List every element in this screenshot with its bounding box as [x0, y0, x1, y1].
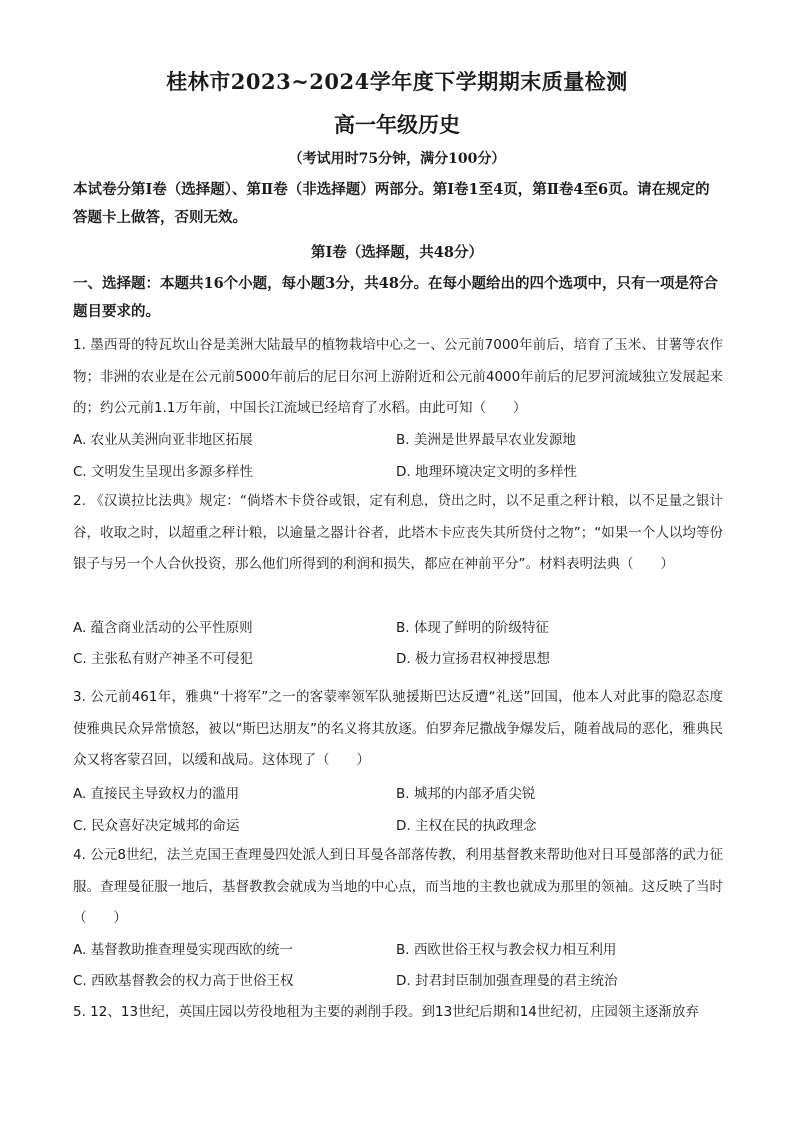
question-2-option-b[interactable]: B. 体现了鲜明的阶级特征: [396, 620, 549, 636]
question-stem-3: 3. 公元前461年，雅典“十将军”之一的客蒙率领军队驰援斯巴达反遭“礼送”回国，他本人对此事的隐忍态度使雅典民众异常愤怒，被以“斯巴达朋友”的名义将其放逐。伯罗奔尼撒战争爆发后，随着战局的恶化，雅典民众又将客蒙召回，以缓和战局。这体现了（ ）: [73, 689, 723, 768]
question-1-option-d[interactable]: D. 地理环境决定文明的多样性: [396, 464, 577, 480]
question-3-option-c[interactable]: C. 民众喜好决定城邦的命运: [73, 818, 240, 834]
question-4-option-d[interactable]: D. 封君封臣制加强查理曼的君主统治: [396, 973, 618, 989]
question-1-option-a[interactable]: A. 农业从美洲向亚非地区拓展: [73, 432, 253, 448]
question-1-option-c[interactable]: C. 文明发生呈现出多源多样性: [73, 464, 254, 480]
section-title: 第Ⅰ卷（选择题，共48分）: [311, 244, 483, 261]
question-stem-1: 1. 墨西哥的特瓦坎山谷是美洲大陆最早的植物栽培中心之一、公元前7000年前后，培育了玉米、甘薯等农作物；非洲的农业是在公元前5000年前后的尼日尔河上游附近和公元前4000年前后的尼罗河流域独立发展起来的；约公元前1.1万年前，中国长江流域已经培育了水稻。由此可知（ ）: [73, 337, 723, 416]
question-2-option-d[interactable]: D. 极力宣扬君权神授思想: [396, 651, 550, 667]
question-3-option-a[interactable]: A. 直接民主导致权力的滥用: [73, 786, 240, 802]
section-instruction: 一、选择题：本题共16个小题，每小题3分，共48分。在每小题给出的四个选项中，只有一项是符合题目要求的。: [73, 275, 718, 320]
question-3-option-d[interactable]: D. 主权在民的执政理念: [396, 818, 537, 834]
question-stem-2: 2. 《汉谟拉比法典》规定：“倘塔木卡贷谷或银，定有利息，贷出之时，以不足重之秤计粮，以不足量之银计谷，收取之时，以超重之秤计粮，以逾量之器计谷者，此塔木卡应丧失其所贷付之物”；“如果一个人以均等份银子与另一个人合伙投资，那么他们所得到的利润和损失，都应在神前平分”。材料表明法典（ ）: [73, 493, 723, 572]
question-4-option-a[interactable]: A. 基督教助推查理曼实现西欧的统一: [73, 942, 294, 958]
question-3-option-b[interactable]: B. 城邦的内部矛盾尖锐: [396, 786, 536, 802]
question-1-option-b[interactable]: B. 美洲是世界最早农业发源地: [396, 432, 576, 448]
exam-subtitle: 高一年级历史: [334, 112, 460, 137]
question-4-option-c[interactable]: C. 西欧基督教会的权力高于世俗王权: [73, 973, 294, 989]
question-stem-4: 4. 公元8世纪，法兰克国王查理曼四处派人到日耳曼各部落传教，利用基督教来帮助他对日耳曼部落的武力征服。查理曼征服一地后，基督教教会就成为当地的中心点，而当地的主教也就成为那里的领袖。这反映了当时（ ）: [73, 847, 723, 926]
question-2-option-a[interactable]: A. 蕴含商业活动的公平性原则: [73, 620, 253, 636]
question-2-option-c[interactable]: C. 主张私有财产神圣不可侵犯: [73, 651, 254, 667]
question-stem-5: 5. 12、13世纪，英国庄园以劳役地租为主要的剥削手段。到13世纪后期和14世纪初，庄园领主逐渐放弃: [73, 1004, 699, 1020]
exam-info: （考试用时75分钟，满分100分）: [288, 151, 506, 167]
intro-paragraph: 本试卷分第Ⅰ卷（选择题）、第Ⅱ卷（非选择题）两部分。第Ⅰ卷1至4页，第Ⅱ卷4至6页。请在规定的答题卡上做答，否则无效。: [73, 181, 710, 226]
question-4-option-b[interactable]: B. 西欧世俗王权与教会权力相互利用: [396, 942, 617, 958]
exam-title: 桂林市2023~2024学年度下学期期末质量检测: [166, 69, 628, 94]
